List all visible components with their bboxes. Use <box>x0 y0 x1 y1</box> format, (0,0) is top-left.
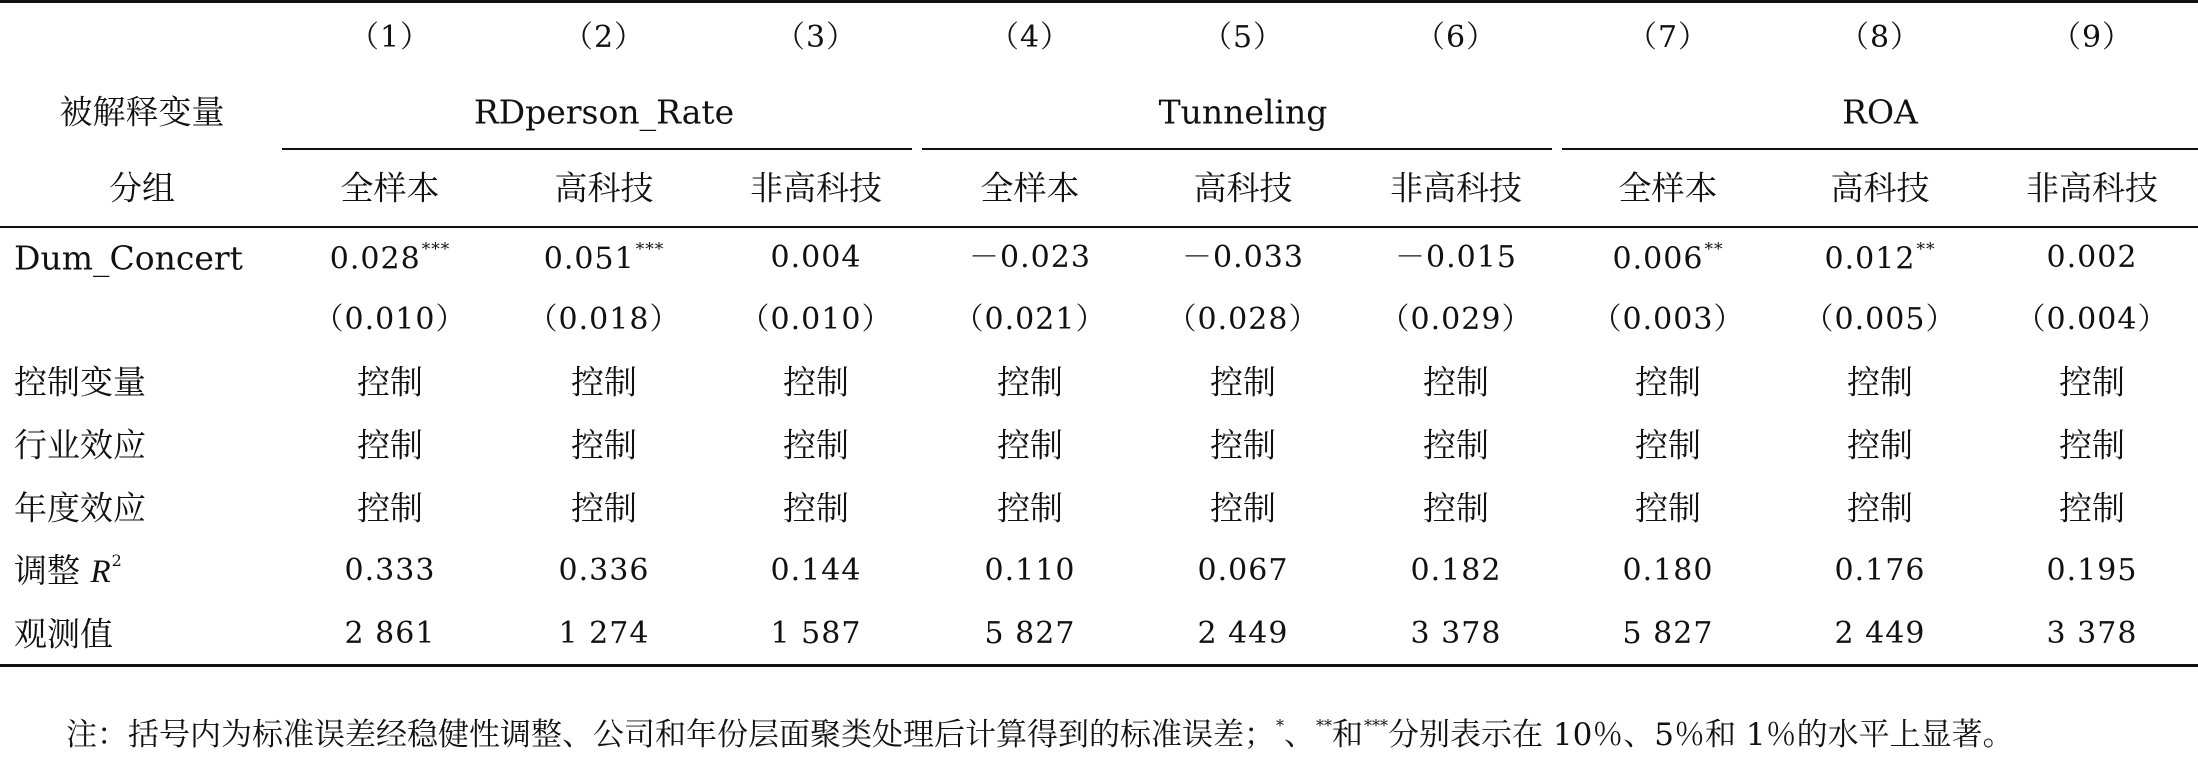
obs-cell: 1 274 <box>558 616 650 651</box>
control-row-label: 控制变量 <box>14 362 146 402</box>
control-cell: 控制 <box>997 488 1063 528</box>
group-header: 非高科技 <box>750 168 882 208</box>
se-cell: （0.003） <box>1591 302 1745 337</box>
control-cell: 控制 <box>1847 362 1913 402</box>
significance-stars: ** <box>1916 239 1936 260</box>
control-cell: 控制 <box>1847 488 1913 528</box>
r2-cell: 0.333 <box>344 553 436 588</box>
control-cell: 控制 <box>2059 425 2125 465</box>
column-number: （5） <box>1201 20 1285 55</box>
control-cell: 控制 <box>1423 362 1489 402</box>
group-header: 全样本 <box>980 168 1080 208</box>
control-cell: 控制 <box>1635 488 1701 528</box>
r2-cell: 0.176 <box>1834 553 1926 588</box>
coef-value: －0.023 <box>969 240 1091 275</box>
column-number: （6） <box>1414 20 1498 55</box>
se-cell: （0.028） <box>1166 302 1320 337</box>
obs-cell: 3 378 <box>2046 616 2138 651</box>
span-rule-rdperson <box>282 148 912 150</box>
control-cell: 控制 <box>571 425 637 465</box>
se-cell: （0.004） <box>2015 302 2169 337</box>
group-header: 全样本 <box>1618 168 1718 208</box>
obs-cell: 2 449 <box>1197 616 1289 651</box>
r2-cell: 0.336 <box>558 553 650 588</box>
coef-value: 0.051 <box>543 241 635 277</box>
se-cell: （0.021） <box>953 302 1107 337</box>
column-number: （3） <box>774 20 858 55</box>
coef-cell <box>969 240 1091 275</box>
r2-row-label <box>14 553 122 589</box>
control-cell: 控制 <box>571 362 637 402</box>
span-rule-tunneling <box>922 148 1552 150</box>
group-label: 分组 <box>109 168 175 208</box>
control-cell: 控制 <box>1423 425 1489 465</box>
coef-cell <box>329 239 451 277</box>
control-cell: 控制 <box>783 362 849 402</box>
dep-var-header: RDperson_Rate <box>473 92 735 132</box>
control-cell: 控制 <box>783 488 849 528</box>
control-cell: 控制 <box>997 425 1063 465</box>
coef-value: 0.012 <box>1824 241 1916 277</box>
control-cell: 控制 <box>1847 425 1913 465</box>
se-cell: （0.018） <box>527 302 681 337</box>
group-header: 非高科技 <box>1390 168 1522 208</box>
control-cell: 控制 <box>357 362 423 402</box>
control-cell: 控制 <box>1210 488 1276 528</box>
obs-cell: 2 449 <box>1834 616 1926 651</box>
r2-cell: 0.180 <box>1622 553 1714 588</box>
group-header: 高科技 <box>554 168 654 208</box>
coef-cell <box>1824 239 1936 277</box>
r2-label-sup: 2 <box>111 551 122 570</box>
coef-cell <box>2046 240 2138 275</box>
control-cell: 控制 <box>357 425 423 465</box>
r2-cell: 0.144 <box>770 553 862 588</box>
coef-row-label: Dum_Concert <box>14 238 243 278</box>
coef-value: 0.006 <box>1612 241 1704 277</box>
top-rule <box>0 0 2198 3</box>
r2-label-prefix: 调整 <box>14 551 91 590</box>
coef-value: 0.028 <box>329 241 421 277</box>
obs-cell: 5 827 <box>1622 616 1714 651</box>
se-cell: （0.010） <box>313 302 467 337</box>
column-number: （1） <box>348 20 432 55</box>
se-cell: （0.010） <box>739 302 893 337</box>
coef-value: 0.002 <box>2046 240 2138 275</box>
group-header: 高科技 <box>1830 168 1930 208</box>
obs-cell: 5 827 <box>984 616 1076 651</box>
control-cell: 控制 <box>1635 425 1701 465</box>
control-cell: 控制 <box>2059 362 2125 402</box>
control-cell: 控制 <box>783 425 849 465</box>
column-number: （7） <box>1626 20 1710 55</box>
table-note: 注：括号内为标准误差经稳健性调整、公司和年份层面聚类处理后计算得到的标准误差；*、**和***分别表示在 10％、5％和 1％的水平上显著。 <box>66 716 2014 753</box>
control-row-label: 年度效应 <box>14 488 146 528</box>
coef-value: 0.004 <box>770 240 862 275</box>
obs-cell: 1 587 <box>770 616 862 651</box>
se-cell: （0.005） <box>1803 302 1957 337</box>
obs-row-label: 观测值 <box>14 614 113 654</box>
dep-var-header: Tunneling <box>1158 92 1328 132</box>
r2-cell: 0.182 <box>1410 553 1502 588</box>
r2-cell: 0.110 <box>984 553 1076 588</box>
control-cell: 控制 <box>997 362 1063 402</box>
significance-stars: ** <box>1704 239 1724 260</box>
obs-cell: 3 378 <box>1410 616 1502 651</box>
obs-cell: 2 861 <box>344 616 436 651</box>
column-number: （8） <box>1838 20 1922 55</box>
bottom-rule <box>0 664 2198 667</box>
control-cell: 控制 <box>1210 425 1276 465</box>
r2-cell: 0.067 <box>1197 553 1289 588</box>
column-number: （4） <box>988 20 1072 55</box>
coef-value: －0.033 <box>1182 240 1304 275</box>
r2-label-var: R <box>90 554 111 590</box>
significance-stars: *** <box>421 239 451 260</box>
group-header: 高科技 <box>1193 168 1293 208</box>
group-header: 全样本 <box>340 168 440 208</box>
coef-cell <box>543 239 665 277</box>
dep-var-label: 被解释变量 <box>59 92 225 132</box>
control-row-label: 行业效应 <box>14 425 146 465</box>
control-cell: 控制 <box>1210 362 1276 402</box>
control-cell: 控制 <box>1423 488 1489 528</box>
coef-cell <box>1395 240 1517 275</box>
control-cell: 控制 <box>2059 488 2125 528</box>
control-cell: 控制 <box>571 488 637 528</box>
header-rule <box>0 226 2198 228</box>
coef-cell <box>1612 239 1724 277</box>
r2-cell: 0.195 <box>2046 553 2138 588</box>
coef-value: －0.015 <box>1395 240 1517 275</box>
control-cell: 控制 <box>357 488 423 528</box>
significance-stars: *** <box>635 239 665 260</box>
dep-var-header: ROA <box>1842 92 1918 132</box>
coef-cell <box>770 240 862 275</box>
group-header: 非高科技 <box>2026 168 2158 208</box>
span-rule-roa <box>1562 148 2198 150</box>
control-cell: 控制 <box>1635 362 1701 402</box>
column-number: （2） <box>562 20 646 55</box>
se-cell: （0.029） <box>1379 302 1533 337</box>
column-number: （9） <box>2050 20 2134 55</box>
coef-cell <box>1182 240 1304 275</box>
